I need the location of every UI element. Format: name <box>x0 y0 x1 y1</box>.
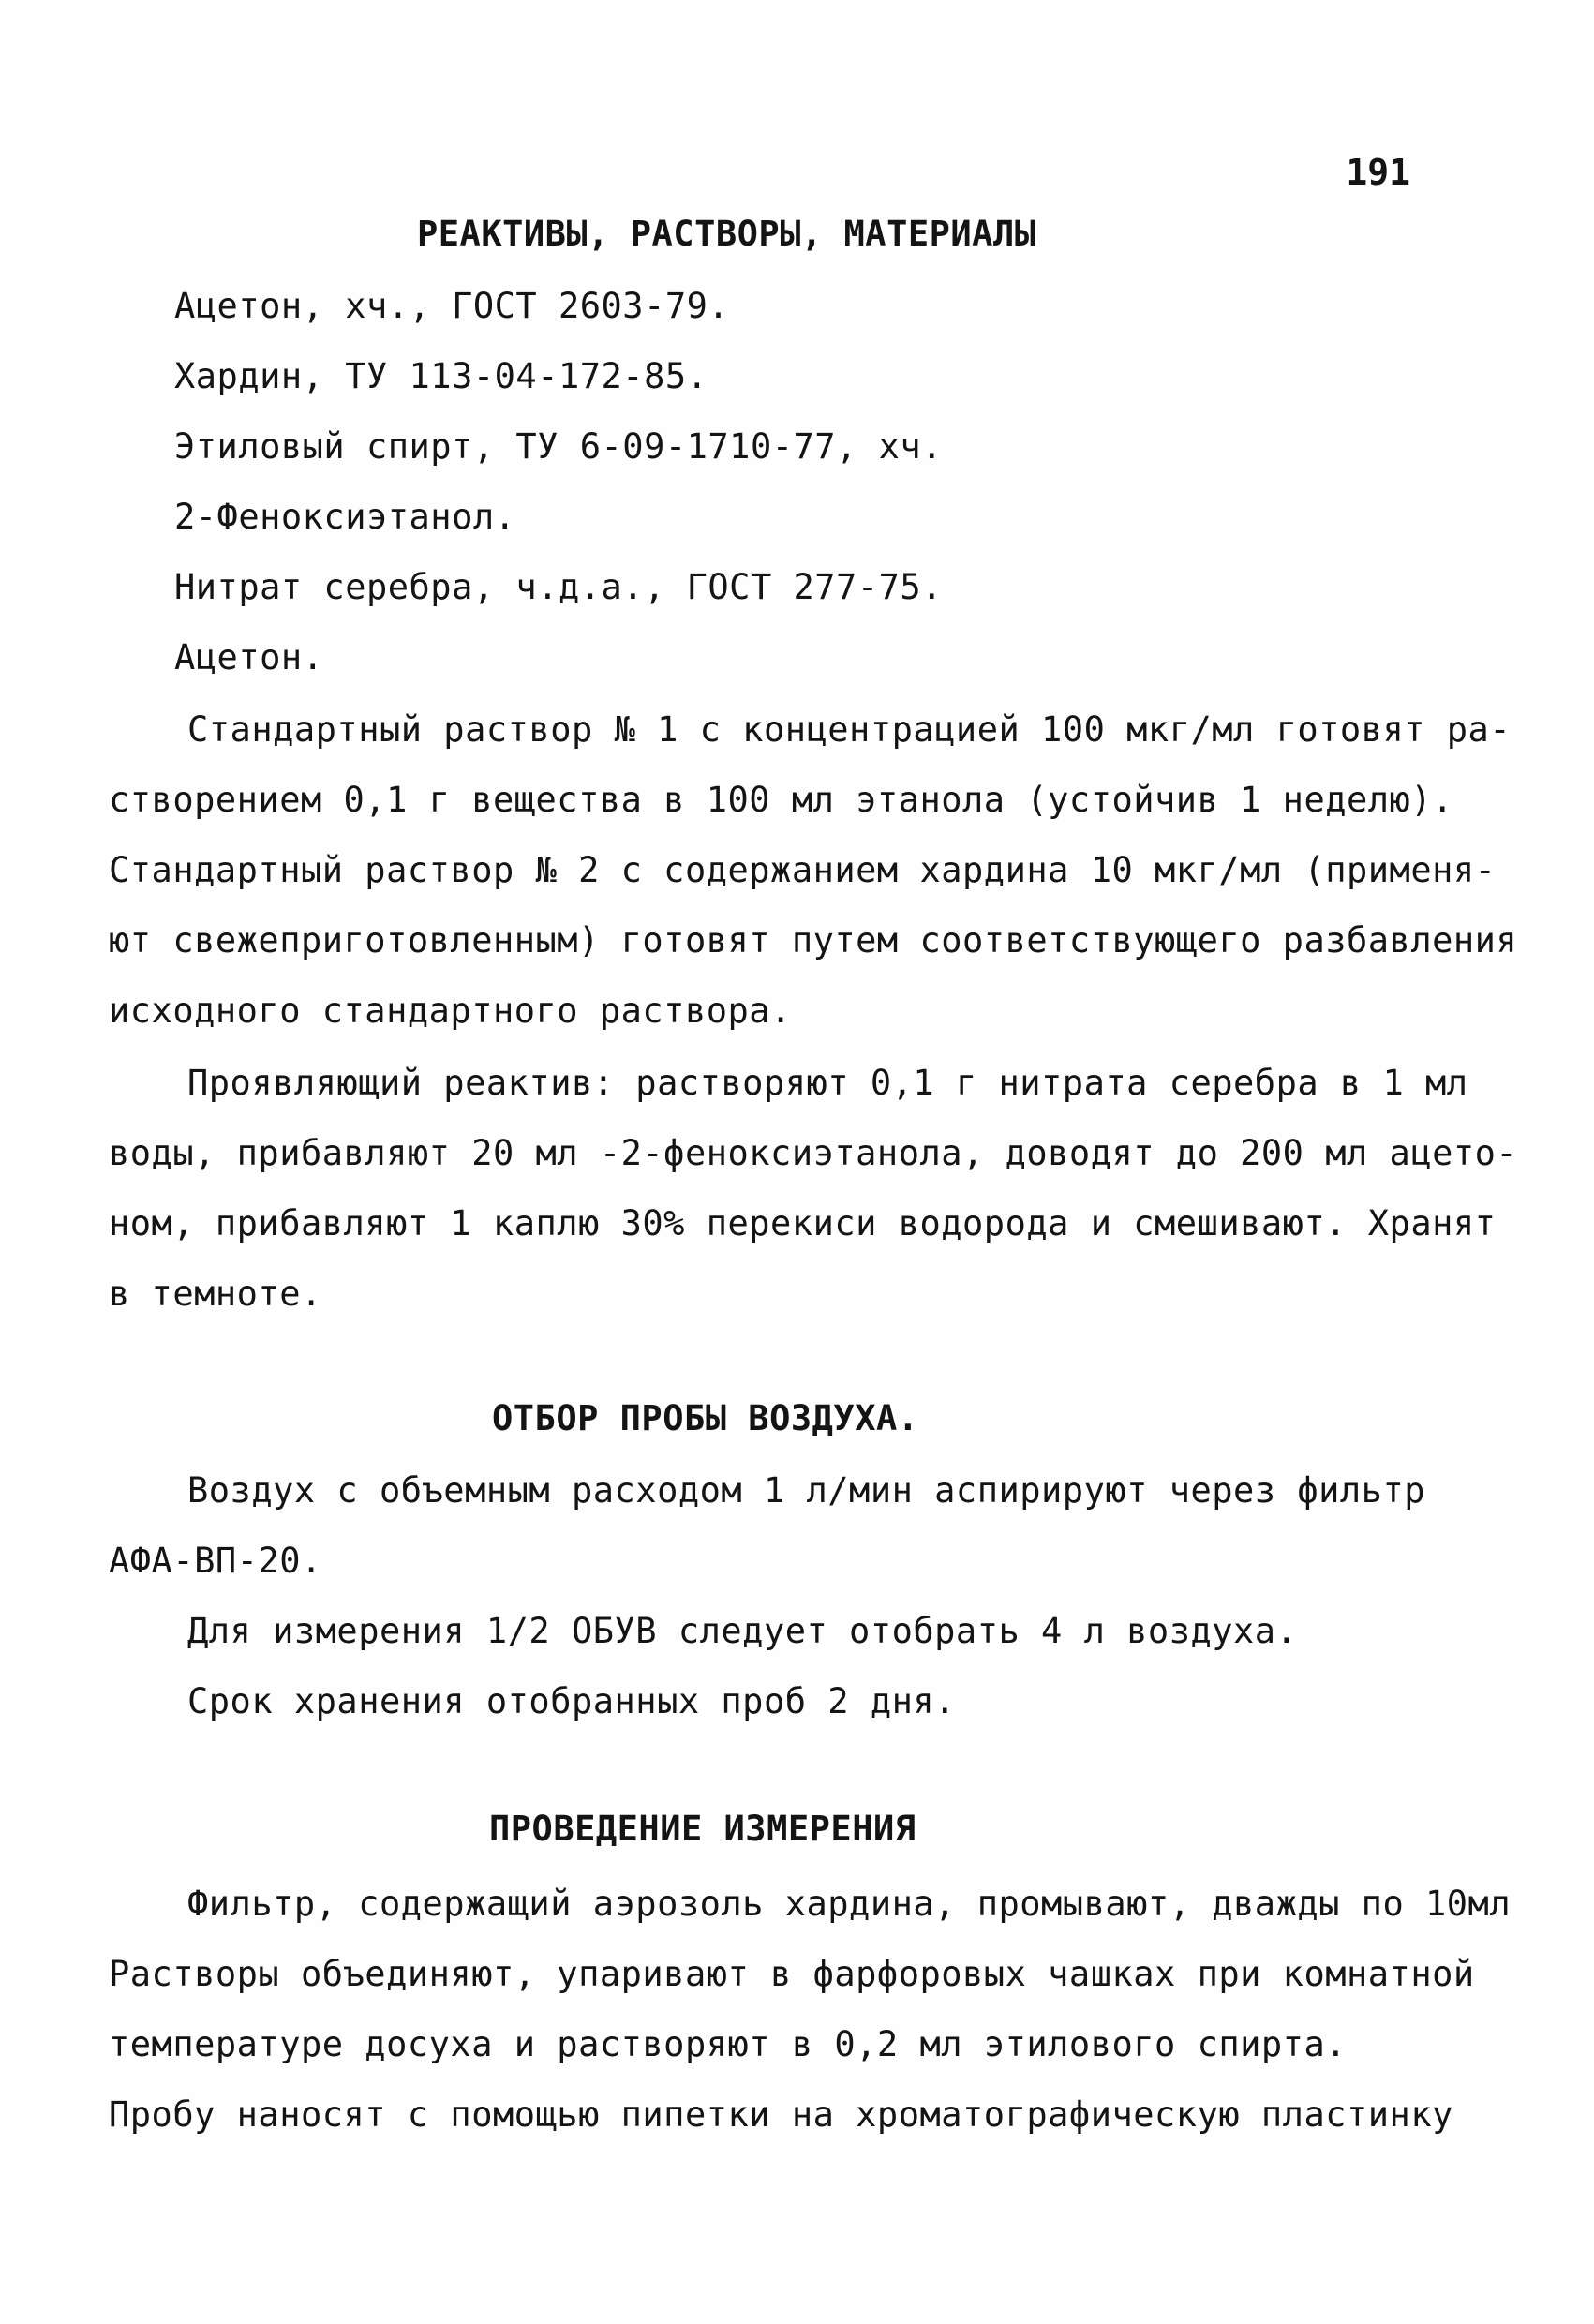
paragraph-line: Фильтр, содержащий аэрозоль хардина, промывают, дважды по 10мл <box>187 1884 1512 1924</box>
paragraph-line: ном, прибавляют 1 каплю 30% перекиси водорода и смешивают. Хранят <box>109 1203 1497 1244</box>
reagent-item: Хардин, ТУ 113-04-172-85. <box>174 356 708 396</box>
paragraph-line: Растворы объединяют, упаривают в фарфоровых чашках при комнатной <box>109 1954 1475 1994</box>
paragraph-line: Срок хранения отобранных проб 2 дня. <box>187 1681 956 1721</box>
reagent-item: Нитрат серебра, ч.д.а., ГОСТ 277-75. <box>174 567 943 607</box>
paragraph-line: воды, прибавляют 20 мл -2-феноксиэтанола, доводят до 200 мл ацето- <box>109 1133 1518 1173</box>
paragraph-line: температуре досуха и растворяют в 0,2 мл этилового спирта. <box>109 2024 1348 2064</box>
paragraph-line: Стандартный раствор № 1 с концентрацией 100 мкг/мл готовят ра- <box>187 709 1512 750</box>
paragraph-line: створением 0,1 г вещества в 100 мл этанола (устойчив 1 неделю). <box>109 780 1453 820</box>
reagent-item: Ацетон. <box>174 637 324 678</box>
paragraph-line: АФА-ВП-20. <box>109 1541 322 1581</box>
page-number: 191 <box>1346 152 1410 193</box>
paragraph-line: Стандартный раствор № 2 с содержанием хардина 10 мкг/мл (применя- <box>109 850 1497 890</box>
paragraph-line: Проявляющий реактив: растворяют 0,1 г нитрата серебра в 1 мл <box>187 1063 1468 1103</box>
paragraph-line: Воздух с объемным расходом 1 л/мин аспирируют через фильтр <box>187 1470 1426 1511</box>
section-title-measurement: ПРОВЕДЕНИЕ ИЗМЕРЕНИЯ <box>489 1809 916 1849</box>
section-title-air-sampling: ОТБОР ПРОБЫ ВОЗДУХА. <box>492 1398 919 1438</box>
paragraph-line: в темноте. <box>109 1274 322 1314</box>
paragraph-line: ют свежеприготовленным) готовят путем соответствующего разбавления <box>109 920 1518 961</box>
reagent-item: Ацетон, хч., ГОСТ 2603-79. <box>174 286 730 326</box>
reagent-item: 2-Феноксиэтанол. <box>174 497 516 537</box>
paragraph-line: исходного стандартного раствора. <box>109 991 792 1031</box>
reagent-item: Этиловый спирт, ТУ 6-09-1710-77, хч. <box>174 426 943 467</box>
section-title-reagents: РЕАКТИВЫ, РАСТВОРЫ, МАТЕРИАЛЫ <box>417 214 1036 254</box>
paragraph-line: Пробу наносят с помощью пипетки на хроматографическую пластинку <box>109 2094 1453 2135</box>
paragraph-line: Для измерения 1/2 ОБУВ следует отобрать 4 л воздуха. <box>187 1611 1298 1651</box>
